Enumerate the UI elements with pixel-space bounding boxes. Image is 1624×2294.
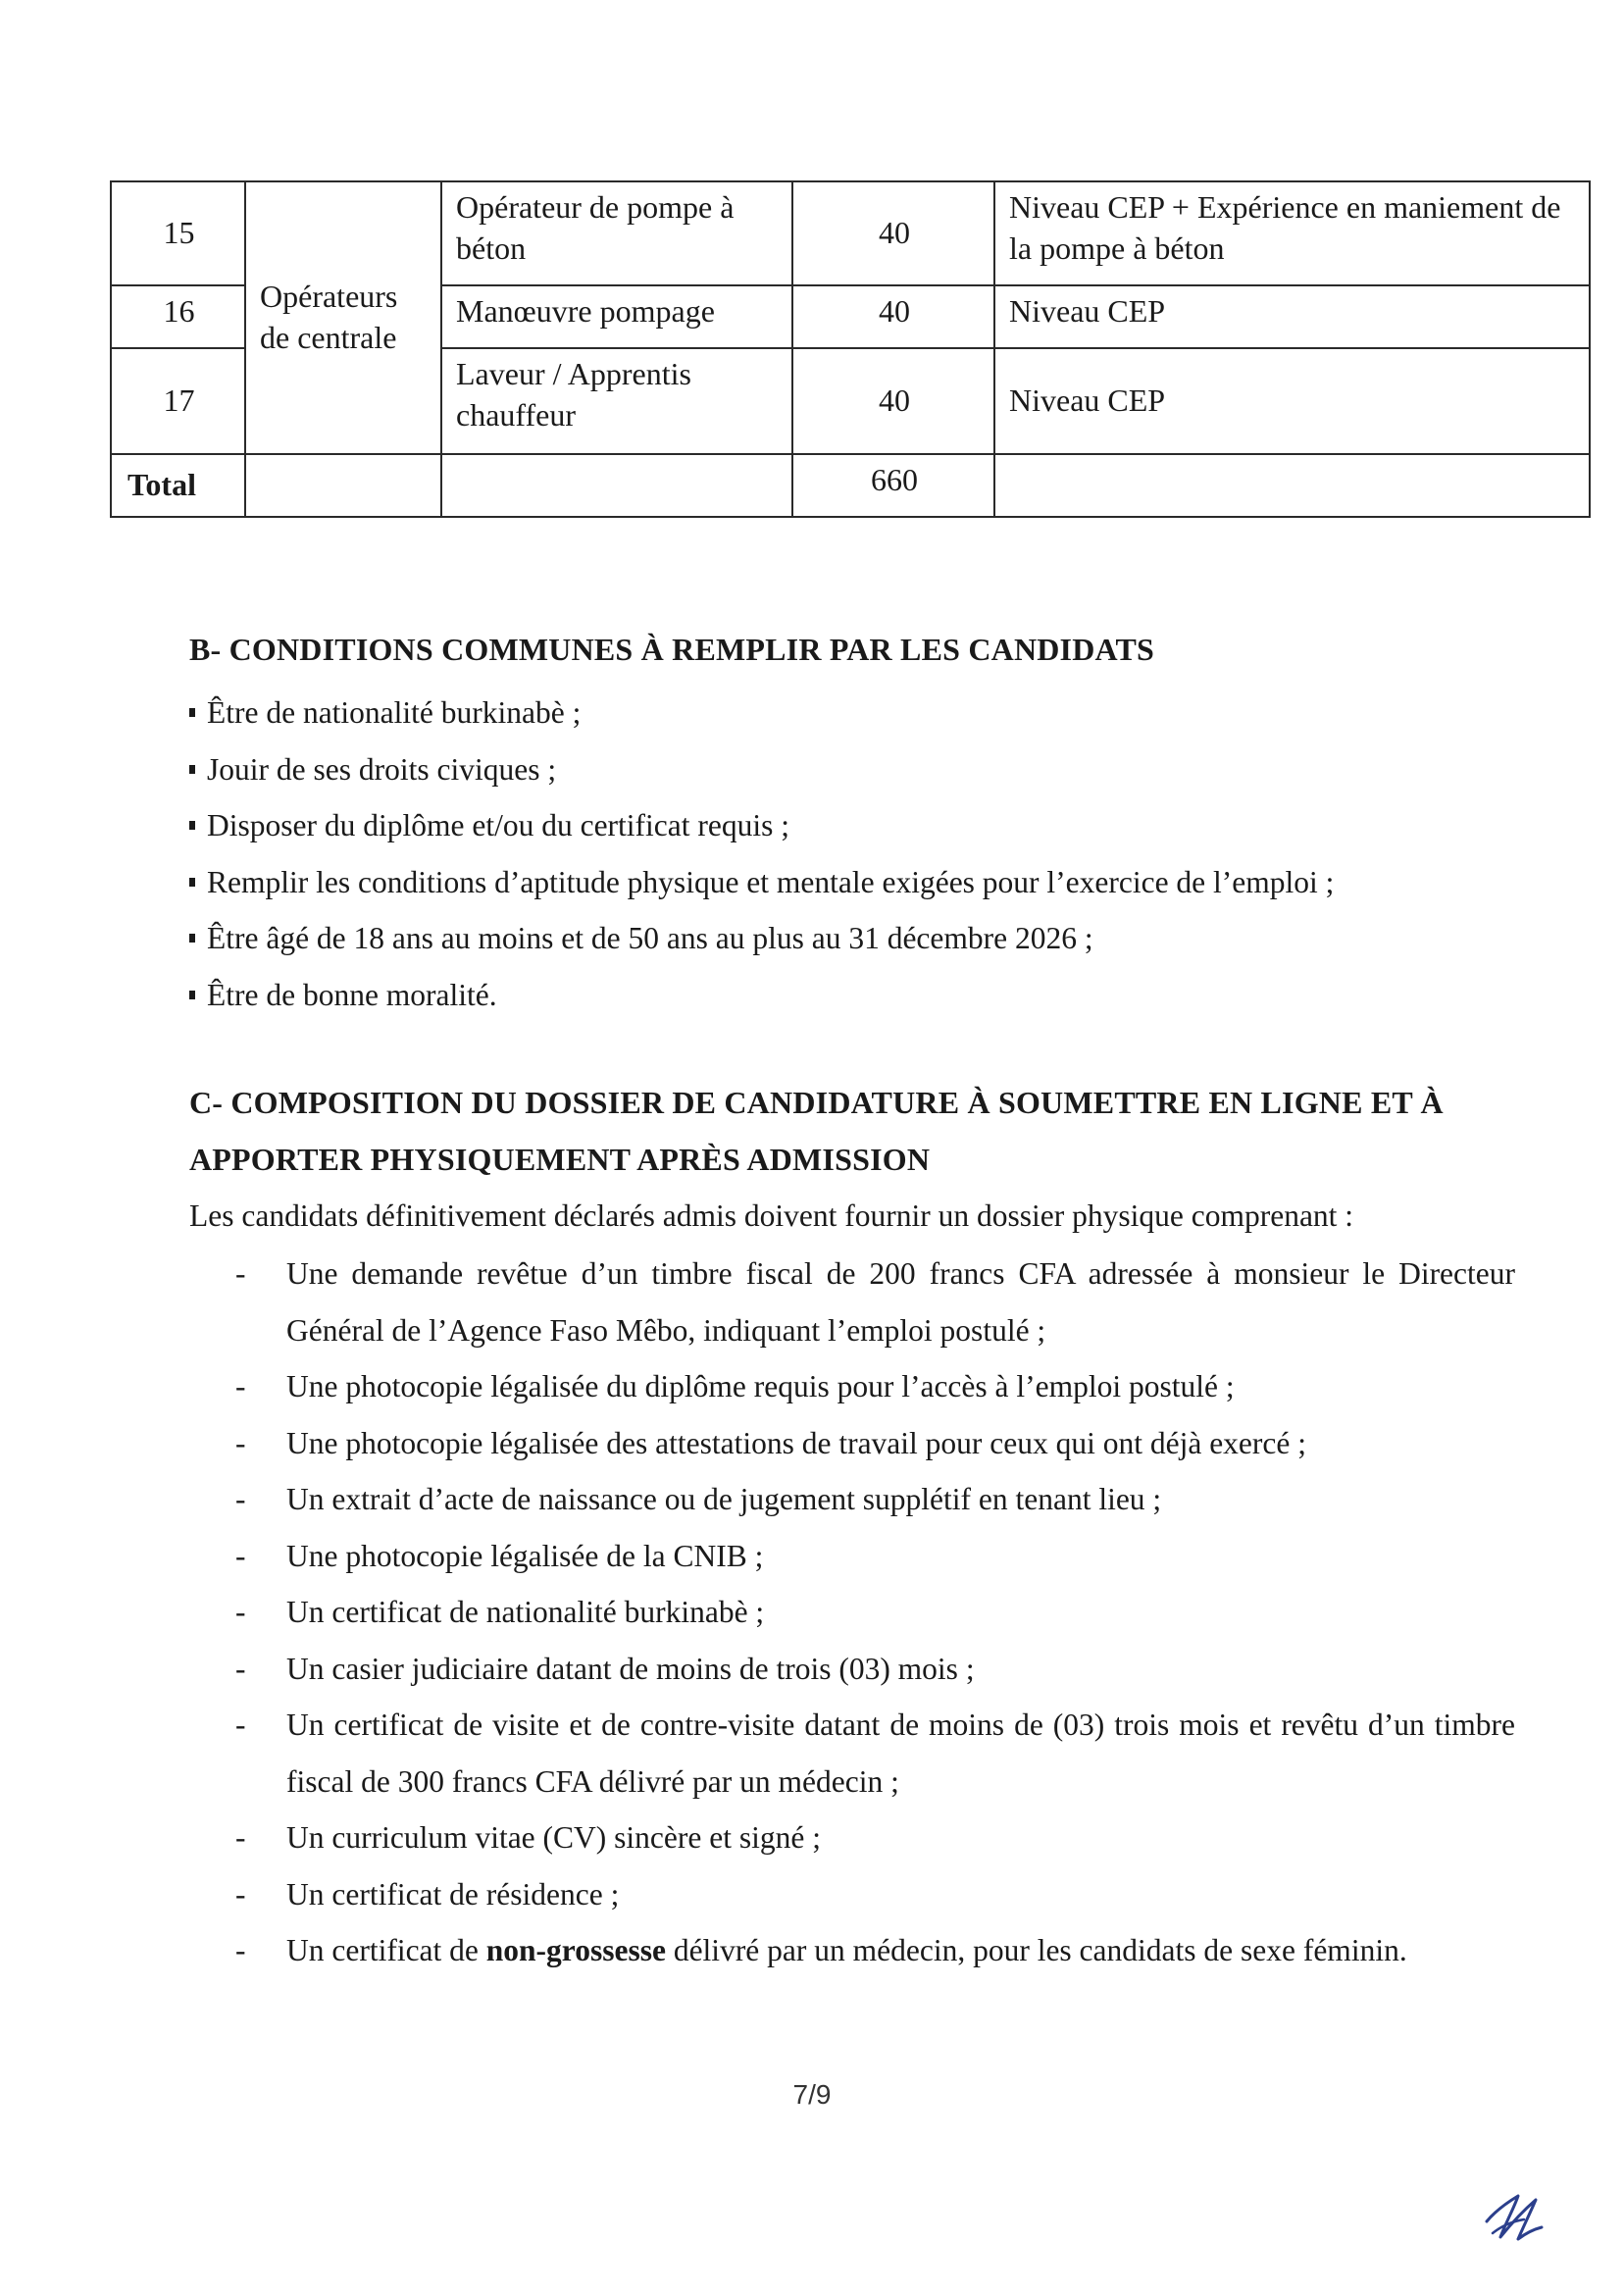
dash-marker: - <box>235 1369 246 1403</box>
bullet-icon <box>189 821 195 830</box>
conditions-list <box>189 685 1334 1023</box>
headcount: 40 <box>792 285 994 348</box>
requirements: Niveau CEP <box>994 348 1590 454</box>
list-item: - Un certificat de résidence ; <box>235 1866 1515 1923</box>
headcount: 40 <box>792 348 994 454</box>
requirements: Niveau CEP <box>994 285 1590 348</box>
list-item: - Une photocopie légalisée de la CNIB ; <box>235 1528 1515 1585</box>
dash-marker: - <box>235 1538 246 1573</box>
headcount: 40 <box>792 181 994 285</box>
job-title: Opérateur de pompe à béton <box>441 181 792 285</box>
list-item: - Une photocopie légalisée des attestations de travail pour ceux qui ont déjà exercé ; <box>235 1415 1515 1472</box>
list-item: Être de bonne moralité. <box>189 967 1334 1024</box>
bullet-icon <box>189 934 195 943</box>
section-b-title: B- CONDITIONS COMMUNES À REMPLIR PAR LES CANDIDATS <box>189 632 1154 667</box>
list-item: Être de nationalité burkinabè ; <box>189 685 1334 741</box>
dash-marker: - <box>235 1933 246 1967</box>
table-row <box>111 181 1590 285</box>
page-number: 7/9 <box>792 2079 832 2110</box>
list-item: Être âgé de 18 ans au moins et de 50 ans au plus au 31 décembre 2026 ; <box>189 910 1334 967</box>
dash-marker: - <box>235 1651 246 1686</box>
dash-marker: - <box>235 1876 246 1912</box>
list-item: - Un extrait d’acte de naissance ou de jugement supplétif en tenant lieu ; <box>235 1471 1515 1528</box>
row-number: 17 <box>111 348 245 454</box>
row-number: 15 <box>111 181 245 285</box>
total-label: Total <box>111 454 245 517</box>
job-title: Manœuvre pompage <box>441 285 792 348</box>
list-item: - Un casier judiciaire datant de moins de trois (03) mois ; <box>235 1641 1515 1698</box>
list-item: Remplir les conditions d’aptitude physique et mentale exigées pour l’exercice de l’emploi ; <box>189 854 1334 911</box>
empty-cell <box>441 454 792 517</box>
bullet-icon <box>189 991 195 999</box>
table-total-row <box>111 454 1590 517</box>
dash-marker: - <box>235 1708 246 1742</box>
dash-marker: - <box>235 1482 246 1516</box>
list-item: Jouir de ses droits civiques ; <box>189 741 1334 798</box>
dash-marker: - <box>235 1256 246 1291</box>
bullet-icon <box>189 708 195 717</box>
dash-marker: - <box>235 1820 246 1855</box>
list-item: Disposer du diplôme et/ou du certificat requis ; <box>189 797 1334 854</box>
initials-signature-icon <box>1479 2182 1548 2251</box>
list-item: - Un certificat de nationalité burkinabè ; <box>235 1584 1515 1641</box>
dash-marker: - <box>235 1595 246 1629</box>
dash-marker: - <box>235 1425 246 1460</box>
requirements: Niveau CEP + Expérience en maniement de la pompe à béton <box>994 181 1590 285</box>
section-c-title: C- COMPOSITION DU DOSSIER DE CANDIDATURE À SOUMETTRE EN LIGNE ET À APPORTER PHYSIQUEMENT APRÈS ADMISSION <box>189 1085 1444 1177</box>
bullet-icon <box>189 765 195 774</box>
row-number: 16 <box>111 285 245 348</box>
job-title: Laveur / Apprentis chauffeur <box>441 348 792 454</box>
section-c-intro: Les candidats définitivement déclarés admis doivent fournir un dossier physique comprenant : <box>189 1198 1354 1233</box>
list-item: - Un certificat de non-grossesse délivré par un médecin, pour les candidats de sexe féminin. <box>235 1922 1515 1979</box>
list-item: - Une photocopie légalisée du diplôme requis pour l’accès à l’emploi postulé ; <box>235 1358 1515 1415</box>
total-value: 660 <box>792 454 994 517</box>
bullet-icon <box>189 878 195 887</box>
list-item: - Un curriculum vitae (CV) sincère et signé ; <box>235 1810 1515 1866</box>
job-table <box>110 180 1591 518</box>
list-item: - Une demande revêtue d’un timbre fiscal de 200 francs CFA adressée à monsieur le Directeur Général de l’Agence Faso Mêbo, indiquant l’emploi postulé ; <box>235 1246 1515 1358</box>
empty-cell <box>245 454 441 517</box>
documents-list <box>235 1246 1515 1979</box>
group-label: Opérateurs de centrale <box>245 181 441 454</box>
empty-cell <box>994 454 1590 517</box>
emphasis: non-grossesse <box>485 1933 666 1967</box>
list-item: - Un certificat de visite et de contre-visite datant de moins de (03) trois mois et revêtu d’un timbre fiscal de 300 francs CFA délivré par un médecin ; <box>235 1697 1515 1810</box>
